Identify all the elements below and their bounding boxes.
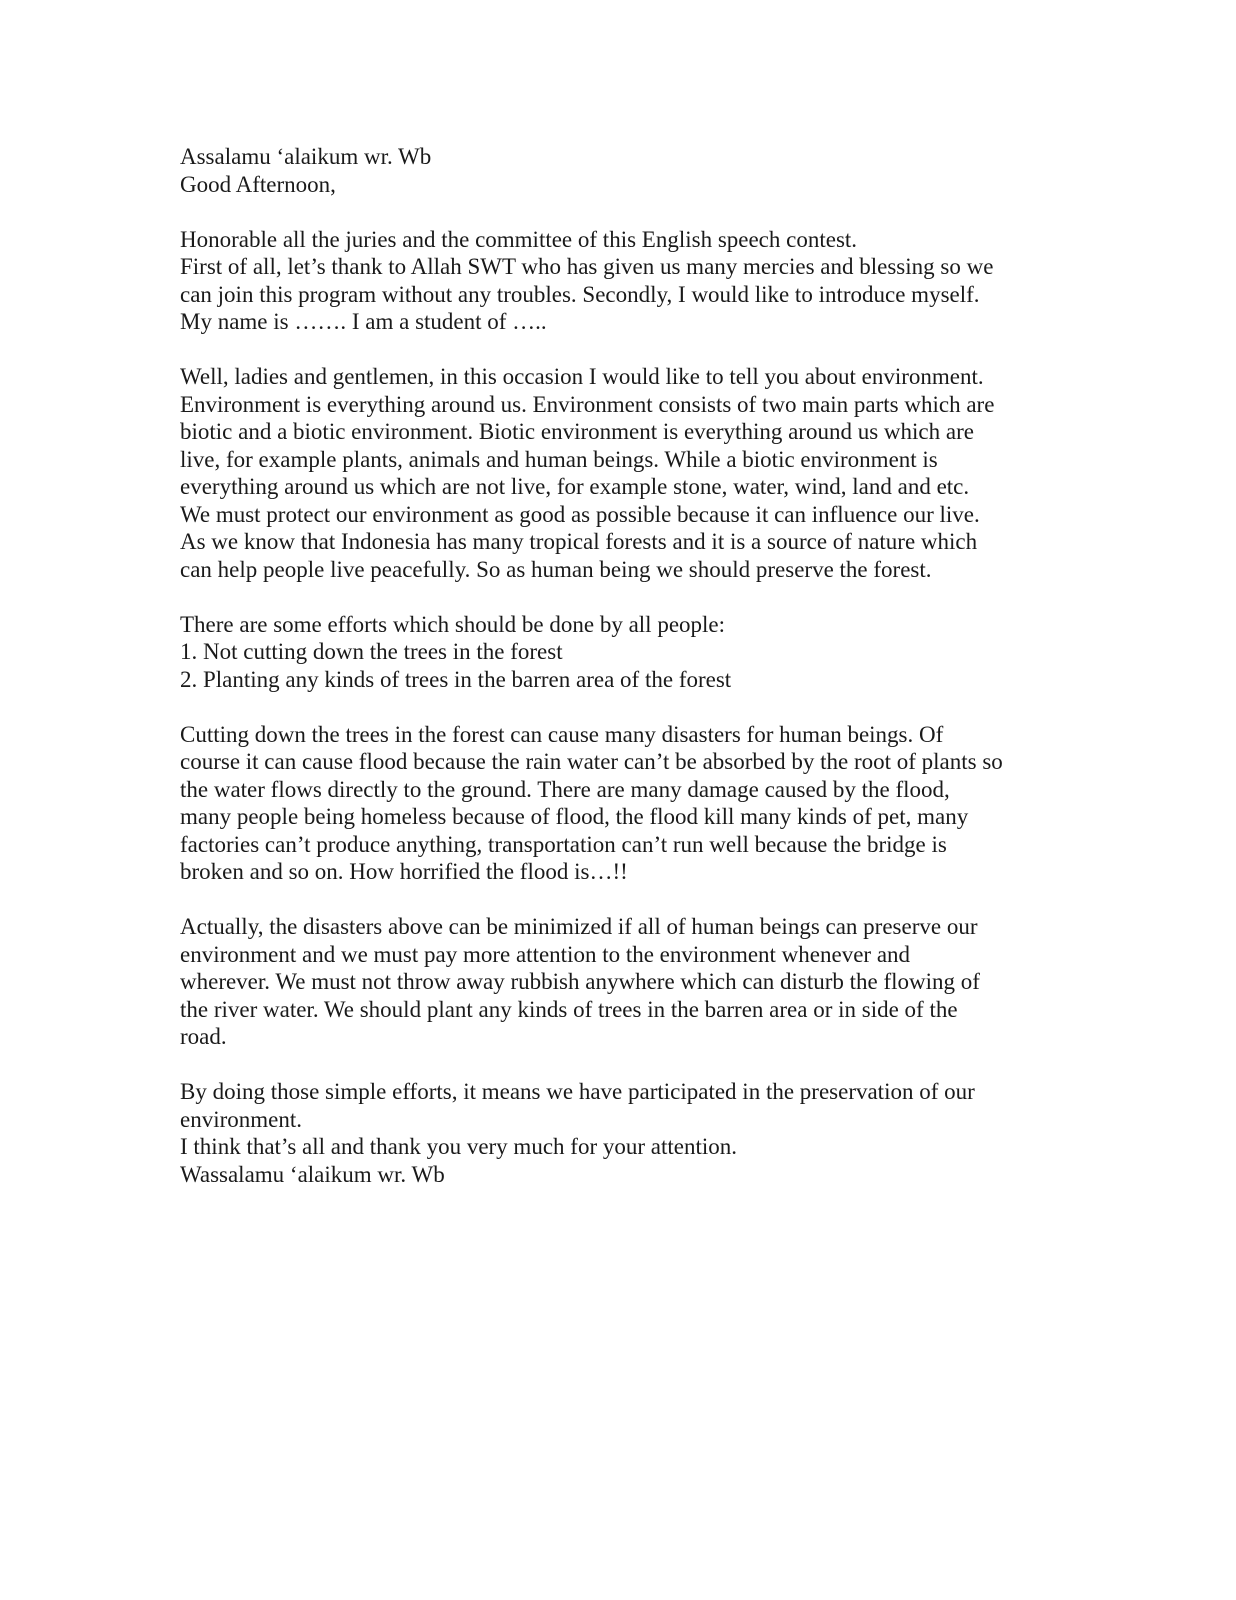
text-line: the river water. We should plant any kinds of trees in the barren area or in side of the <box>180 996 958 1022</box>
disasters-paragraph <box>180 721 1060 886</box>
text-line: wherever. We must not throw away rubbish anywhere which can disturb the flowing of <box>180 969 980 994</box>
text-line: My name is ……. I am a student of ….. <box>180 309 547 334</box>
text-line: environment. <box>180 1106 302 1132</box>
text-line: can help people live peacefully. So as human being we should preserve the forest. <box>180 556 932 582</box>
text-line: As we know that Indonesia has many tropical forests and it is a source of nature which <box>180 529 978 554</box>
text-line: biotic and a biotic environment. Biotic environment is everything around us which are <box>180 419 974 444</box>
greeting-paragraph <box>180 143 1060 198</box>
text-line: First of all, let’s thank to Allah SWT who has given us many mercies and blessing so we <box>180 254 994 279</box>
text-line: Good Afternoon, <box>180 171 336 197</box>
text-line: Actually, the disasters above can be minimized if all of human beings can preserve our <box>180 914 978 939</box>
intro-paragraph <box>180 226 1060 336</box>
text-line: Wassalamu ‘alaikum wr. Wb <box>180 1161 445 1187</box>
paragraph-gap <box>180 198 1060 226</box>
paragraph-gap <box>180 583 1060 611</box>
list-item: 2. Planting any kinds of trees in the barren area of the forest <box>180 666 732 692</box>
text-line: environment and we must pay more attention to the environment whenever and <box>180 941 911 967</box>
text-line: Well, ladies and gentlemen, in this occasion I would like to tell you about environment. <box>180 364 984 389</box>
text-line: the water flows directly to the ground. There are many damage caused by the flood, <box>180 776 950 802</box>
text-line: many people being homeless because of flood, the flood kill many kinds of pet, many <box>180 804 969 829</box>
text-line: course it can cause flood because the rain water can’t be absorbed by the root of plants so <box>180 749 1003 774</box>
text-line: broken and so on. How horrified the flood is…!! <box>180 859 628 884</box>
text-line: Honorable all the juries and the committee of this English speech contest. <box>180 226 858 252</box>
text-line: We must protect our environment as good as possible because it can influence our live. <box>180 501 980 527</box>
speech-text <box>180 143 1060 1188</box>
text-line: Assalamu ‘alaikum wr. Wb <box>180 144 432 169</box>
text-line: factories can’t produce anything, transportation can’t run well because the bridge is <box>180 831 947 857</box>
minimize-paragraph <box>180 913 1060 1051</box>
text-line: can join this program without any troubles. Secondly, I would like to introduce myself. <box>180 281 980 307</box>
paragraph-gap <box>180 886 1060 914</box>
text-line: everything around us which are not live, for example stone, water, wind, land and etc. <box>180 474 970 499</box>
text-line: Environment is everything around us. Environment consists of two main parts which are <box>180 391 995 417</box>
text-line: Cutting down the trees in the forest can cause many disasters for human beings. Of <box>180 721 944 747</box>
efforts-paragraph <box>180 611 1060 694</box>
text-line: road. <box>180 1024 227 1049</box>
text-line: I think that’s all and thank you very much for your attention. <box>180 1134 737 1159</box>
text-line: By doing those simple efforts, it means we have participated in the preservation of our <box>180 1079 975 1104</box>
paragraph-gap <box>180 1051 1060 1079</box>
paragraph-gap <box>180 336 1060 364</box>
text-line: live, for example plants, animals and human beings. While a biotic environment is <box>180 446 938 472</box>
closing-paragraph <box>180 1078 1060 1188</box>
text-line: There are some efforts which should be done by all people: <box>180 611 726 637</box>
paragraph-gap <box>180 693 1060 721</box>
list-item: 1. Not cutting down the trees in the forest <box>180 639 563 664</box>
environment-paragraph <box>180 363 1060 583</box>
